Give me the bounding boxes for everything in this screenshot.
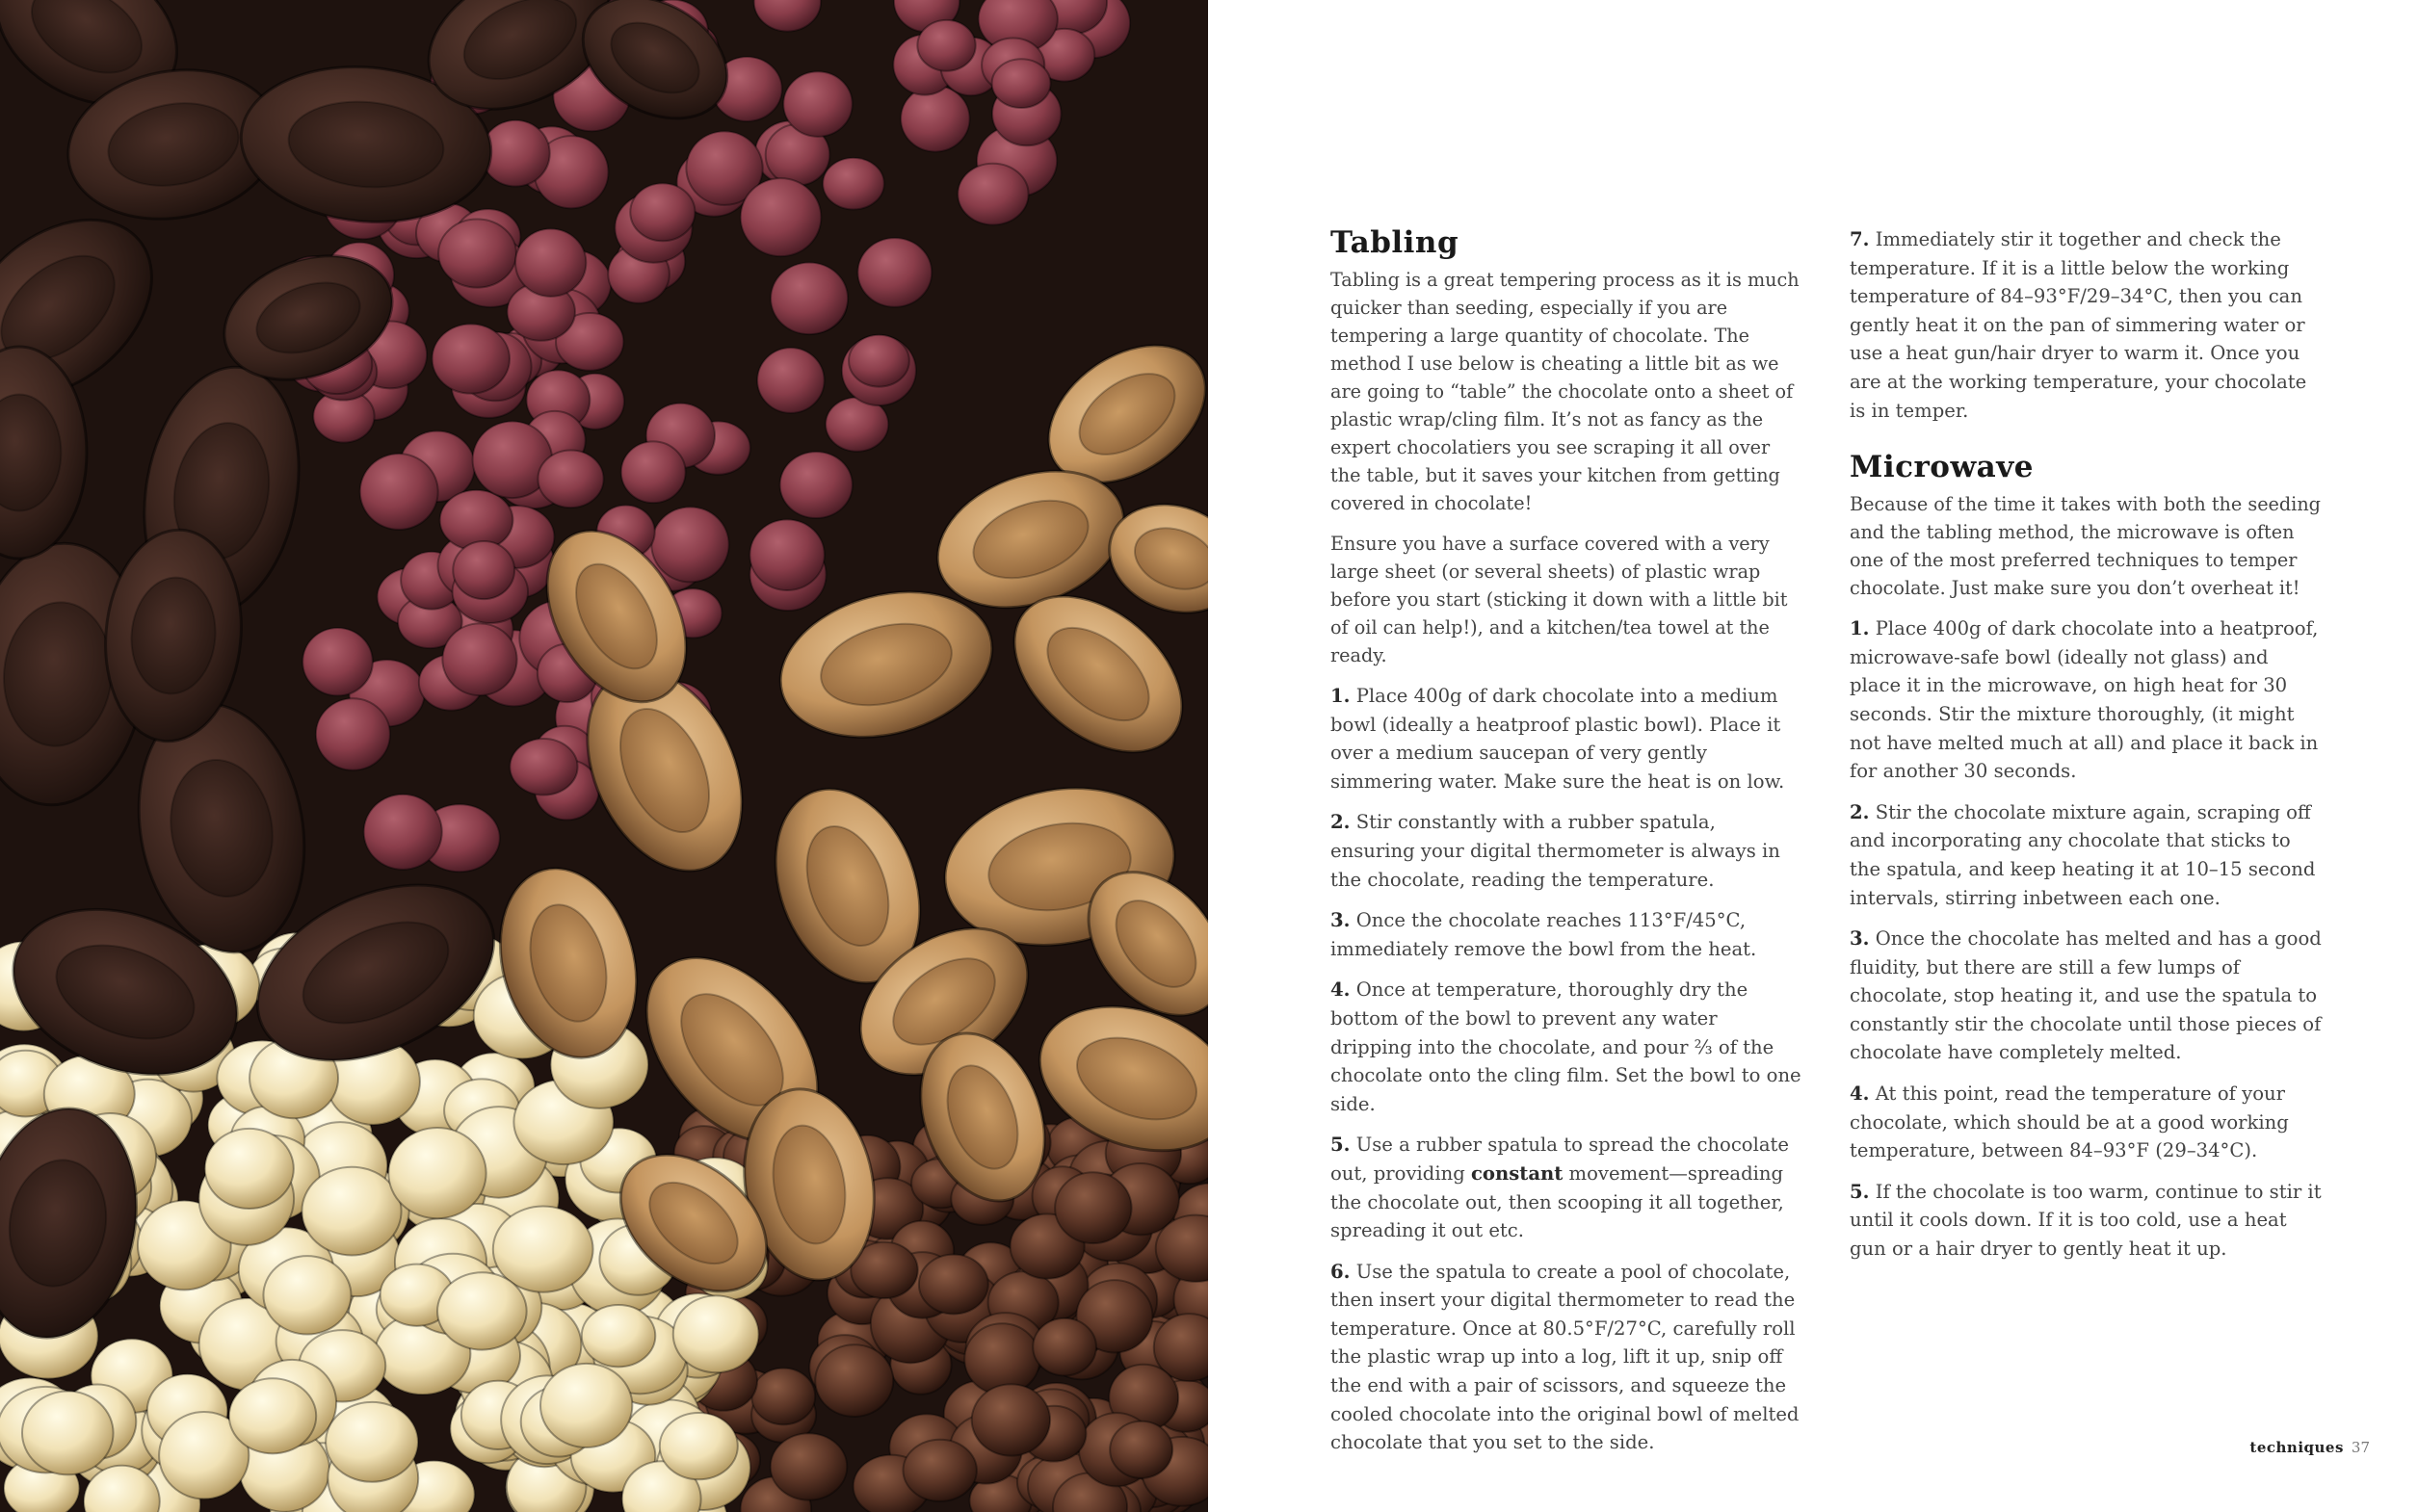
tabling-heading: Tabling: [1330, 225, 1459, 260]
ruby-chocolate-callet: [741, 178, 822, 256]
white-chocolate-callet: [388, 1128, 486, 1218]
ruby-chocolate-callet: [771, 263, 848, 335]
microwave-step-4: [1850, 1080, 2322, 1165]
white-chocolate-callet: [673, 1295, 759, 1372]
tabling-column: [1330, 223, 1802, 1470]
tabling-intro-1: Tabling is a great tempering process as it is much quicker than seeding, especially if you are tempering a large quantity of chocolate. The method I use below is cheating a little bit as we are going to “table” the chocolate onto a sheet of plastic wrap/cling film. It’s not as fancy as the expert chocolatiers you see scraping it all over the table, but it saves your kitchen from getting covered in chocolate!: [1330, 269, 1800, 514]
step-number: 5.: [1330, 1134, 1351, 1157]
ruby-chocolate-callet: [749, 520, 824, 590]
step-number: 1.: [1850, 617, 1870, 640]
step-text: Use the spatula to create a pool of chocolate, then insert your digital thermometer to read the temperature. Once at 80.5°F/27°C, carefully roll the plastic wrap up into a log, lift it up, snip off the end with a pair of scissors, and squeeze the cooled chocolate into the original bowl of melted chocolate that you set to the side.: [1330, 1260, 1800, 1454]
step-text: Once the chocolate reaches 113°F/45°C, immediately remove the bowl from the heat.: [1330, 909, 1757, 960]
white-chocolate-callet: [22, 1392, 114, 1475]
step-text: Place 400g of dark chocolate into a medium bowl (ideally a heatproof plastic bowl). Place it over a medium saucepan of very gently simmering water. Make sure the heat is on low.: [1330, 685, 1785, 793]
footer-section-name: techniques: [2249, 1439, 2344, 1456]
step-text: Once at temperature, thoroughly dry the bottom of the bowl to prevent any water dripping into the chocolate, and pour ⅔ of the chocolate onto the cling film. Set the bowl to one side.: [1330, 978, 1801, 1115]
white-chocolate-callet: [582, 1305, 656, 1367]
white-chocolate-callet: [229, 1378, 316, 1453]
step-number: 7.: [1850, 228, 1870, 250]
ruby-chocolate-callet: [364, 795, 442, 870]
white-chocolate-callet: [660, 1413, 738, 1479]
step-number: 3.: [1850, 927, 1870, 951]
microwave-intro: Because of the time it takes with both the seeding and the tabling method, the microwave is often one of the most preferred techniques to temper chocolate. Just make sure you don’t overheat it!: [1850, 493, 2321, 600]
milk-chocolate-callet: [964, 1323, 1039, 1395]
milk-chocolate-callet: [919, 1255, 988, 1315]
tabling-step-3: [1330, 906, 1802, 963]
ruby-chocolate-callet: [901, 86, 970, 152]
milk-chocolate-callet: [904, 1440, 977, 1501]
ruby-chocolate-callet: [510, 739, 577, 795]
milk-chocolate-callet: [972, 1384, 1050, 1455]
step-number: 4.: [1850, 1082, 1870, 1106]
ruby-chocolate-callet: [630, 183, 695, 241]
milk-chocolate-callet: [1033, 1318, 1096, 1376]
step-number: 6.: [1330, 1260, 1351, 1283]
microwave-step-2: [1850, 798, 2322, 912]
step-text: Place 400g of dark chocolate into a heatproof, microwave-safe bowl (ideally not glass) and place it in the microwave, on high heat for 30 seconds. Stir the mixture thoroughly, (it might not have melted much at all) and place it back in for another 30 seconds.: [1850, 617, 2319, 783]
white-chocolate-callet: [263, 1256, 351, 1334]
ruby-chocolate-callet: [538, 451, 603, 508]
ruby-chocolate-callet: [442, 623, 516, 695]
white-chocolate-callet: [437, 1272, 527, 1349]
milk-chocolate-callet: [815, 1344, 893, 1417]
step-number: 3.: [1330, 909, 1351, 932]
ruby-chocolate-callet: [823, 158, 884, 210]
ruby-chocolate-callet: [438, 220, 516, 288]
ruby-chocolate-callet: [783, 71, 853, 136]
ruby-chocolate-callet: [302, 628, 373, 695]
ruby-chocolate-callet: [515, 229, 586, 297]
microwave-step-3: [1850, 925, 2322, 1067]
tabling-step-5: [1330, 1131, 1802, 1244]
ruby-chocolate-callet: [433, 324, 510, 393]
tabling-step-4: [1330, 976, 1802, 1118]
ruby-chocolate-callet: [651, 507, 728, 582]
microwave-column: [1850, 225, 2322, 1276]
page-footer: [2249, 1439, 2370, 1456]
ruby-chocolate-callet: [849, 335, 909, 387]
milk-chocolate-callet: [771, 1433, 848, 1499]
step-text: Immediately stir it together and check the temperature. If it is a little below the working temperature of 84–93°F/29–34°C, then you can gently heat it on the pan of simmering water or use a heat gun/hair dryer to warm it. Once you are at the working temperature, your chocolate is in temper.: [1850, 228, 2307, 422]
step-number: 1.: [1330, 685, 1351, 707]
microwave-step-1: [1850, 614, 2322, 786]
step-text-after: movement—spreading the chocolate out, then scooping it all together, spreading it out etc.: [1330, 1161, 1784, 1242]
ruby-chocolate-callet: [958, 164, 1028, 225]
tabling-intro-2: Ensure you have a surface covered with a very large sheet (or several sheets) of plastic wrap before you start (sticking it down with a little bit of oil can help!), and a kitchen/tea towel at the ready.: [1330, 533, 1788, 666]
milk-chocolate-callet: [1055, 1172, 1131, 1243]
step-text: Stir constantly with a rubber spatula, ensuring your digital thermometer is always in the chocolate, reading the temperature.: [1330, 811, 1780, 891]
white-chocolate-callet: [205, 1129, 294, 1209]
page-number: 37: [2351, 1439, 2370, 1456]
step-number: 2.: [1330, 811, 1351, 834]
white-chocolate-callet: [540, 1364, 632, 1447]
white-chocolate-callet: [326, 1402, 418, 1482]
microwave-step-5: [1850, 1178, 2322, 1264]
ruby-chocolate-callet: [992, 59, 1051, 108]
milk-chocolate-callet: [751, 1369, 815, 1425]
microwave-heading: Microwave: [1850, 450, 2034, 485]
ruby-chocolate-callet: [316, 698, 390, 769]
tabling-step-2: [1330, 808, 1802, 894]
chocolate-photo-illustration: [0, 0, 1208, 1512]
tabling-step-7: [1850, 225, 2322, 425]
step-number: 2.: [1850, 800, 1870, 823]
step-number: 4.: [1330, 978, 1351, 1002]
milk-chocolate-callet: [1110, 1421, 1172, 1478]
ruby-chocolate-callet: [757, 348, 825, 413]
step-emphasis: constant: [1471, 1161, 1564, 1185]
ruby-chocolate-callet: [917, 20, 975, 71]
ruby-chocolate-callet: [453, 541, 514, 599]
step-text: Once the chocolate has melted and has a good fluidity, but there are still a few lumps of chocolate, stop heating it, and use the spatula to constantly stir the chocolate until those pieces of chocolate have completely melted.: [1850, 927, 2322, 1064]
chocolate-photo: [0, 0, 1208, 1512]
tabling-step-1: [1330, 682, 1802, 795]
white-chocolate-callet: [302, 1167, 401, 1256]
ruby-chocolate-callet: [780, 452, 853, 518]
tabling-step-6: [1330, 1258, 1802, 1457]
ruby-chocolate-callet: [857, 238, 932, 307]
step-number: 5.: [1850, 1180, 1870, 1203]
ruby-chocolate-callet: [621, 441, 686, 503]
ruby-chocolate-callet: [360, 454, 438, 530]
step-text-before: Use a rubber spatula to spread the chocolate out, providing: [1330, 1134, 1790, 1185]
step-text: If the chocolate is too warm, continue to stir it until it cools down. If it is too cold, use a heat gun or a hair dryer to gently heat it up.: [1850, 1180, 2322, 1261]
step-text: Stir the chocolate mixture again, scraping off and incorporating any chocolate that sticks to the spatula, and keep heating it at 10–15 second intervals, stirring inbetween each one.: [1850, 800, 2316, 909]
step-text: At this point, read the temperature of your chocolate, which should be at a good working temperature, between 84–93°F (29–34°C).: [1850, 1082, 2289, 1162]
